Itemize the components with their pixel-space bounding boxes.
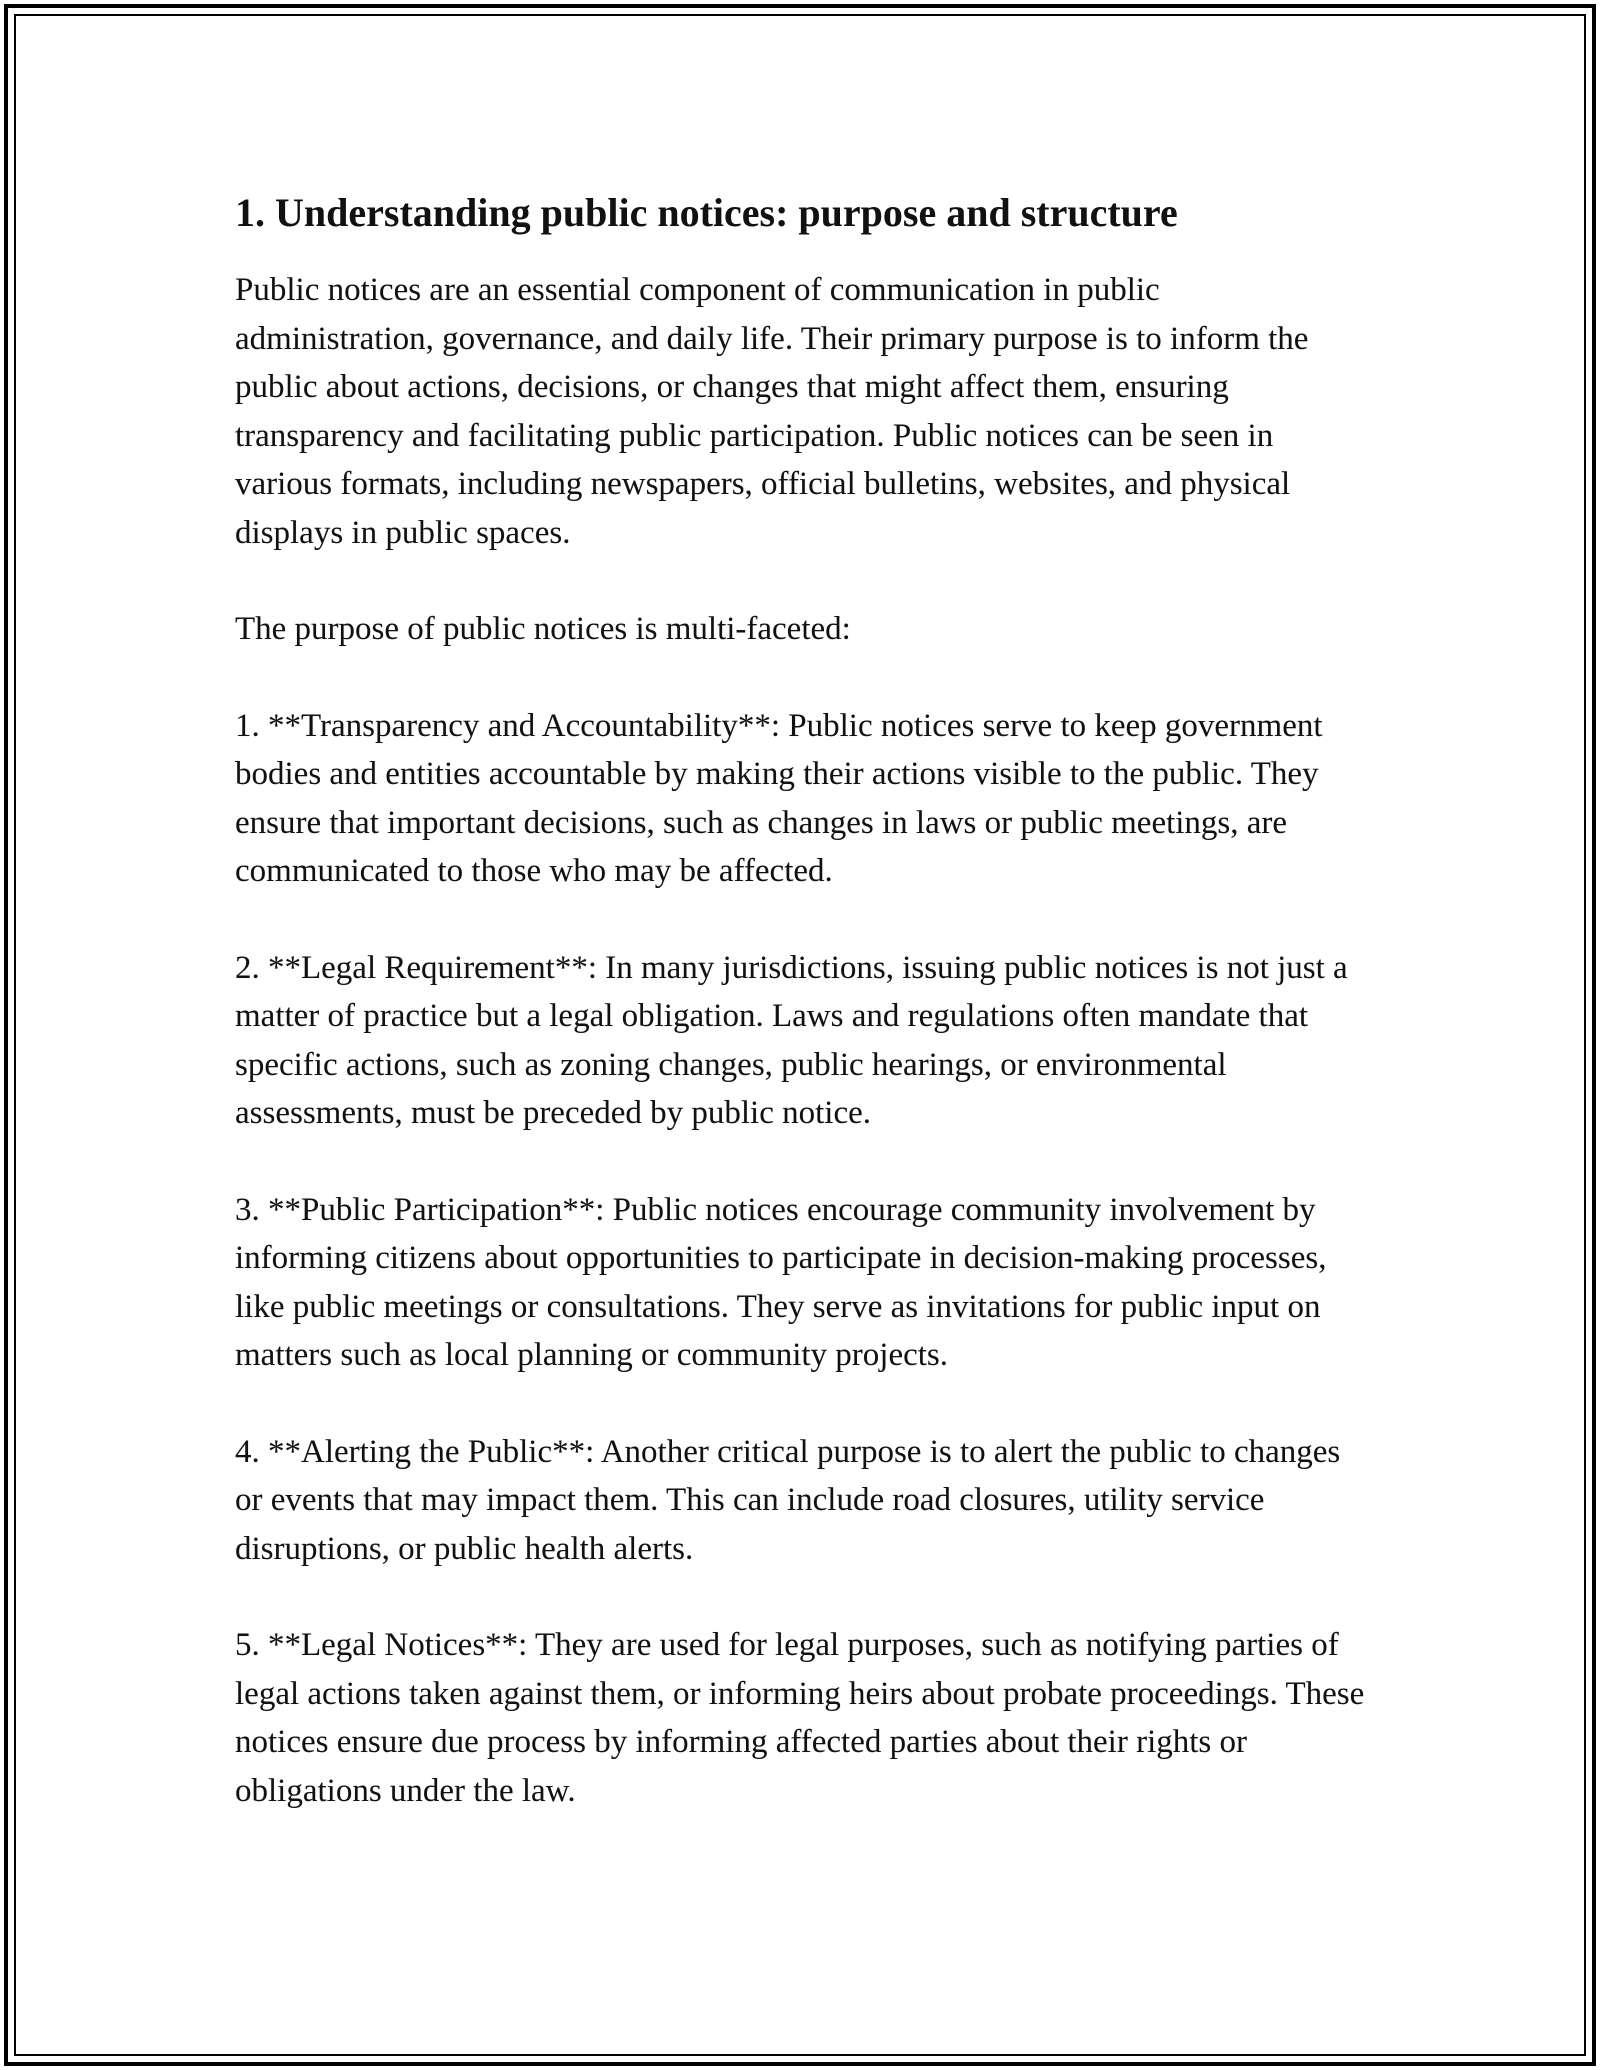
purpose-lead-paragraph: The purpose of public notices is multi-faceted: [235,611,851,647]
document-body [235,186,1365,1815]
section-heading: 1. Understanding public notices: purpose and structure [235,190,1178,235]
list-item-alerting-public: 4. **Alerting the Public**: Another critical purpose is to alert the public to changes or events that may impact them. This can include road closures, utility service disruptions, or public health alerts. [235,1433,1341,1567]
list-item-public-participation: 3. **Public Participation**: Public notices encourage community involvement by informing citizens about opportunities to participate in decision-making processes, like public meetings or consultations. They serve as invitations for public input on matters such as local planning or community projects. [235,1191,1327,1373]
list-item-legal-notices: 5. **Legal Notices**: They are used for legal purposes, such as notifying parties of legal actions taken against them, or informing heirs about probate proceedings. These notices ensure due process by informing affected parties about their rights or obligations under the law. [235,1627,1365,1809]
intro-paragraph: Public notices are an essential component of communication in public administration, governance, and daily life. Their primary purpose is to inform the public about actions, decisions, or changes that might affect them, ensuring transparency and facilitating public participation. Public notices can be seen in various formats, including newspapers, official bulletins, websites, and physical displays in public spaces. [235,272,1309,551]
list-item-legal-requirement: 2. **Legal Requirement**: In many jurisdictions, issuing public notices is not just a matter of practice but a legal obligation. Laws and regulations often mandate that specific actions, such as zoning changes, public hearings, or environmental assessments, must be preceded by public notice. [235,949,1348,1131]
list-item-transparency: 1. **Transparency and Accountability**: Public notices serve to keep government bodies and entities accountable by making their actions visible to the public. They ensure that important decisions, such as changes in laws or public meetings, are communicated to those who may be affected. [235,707,1323,889]
